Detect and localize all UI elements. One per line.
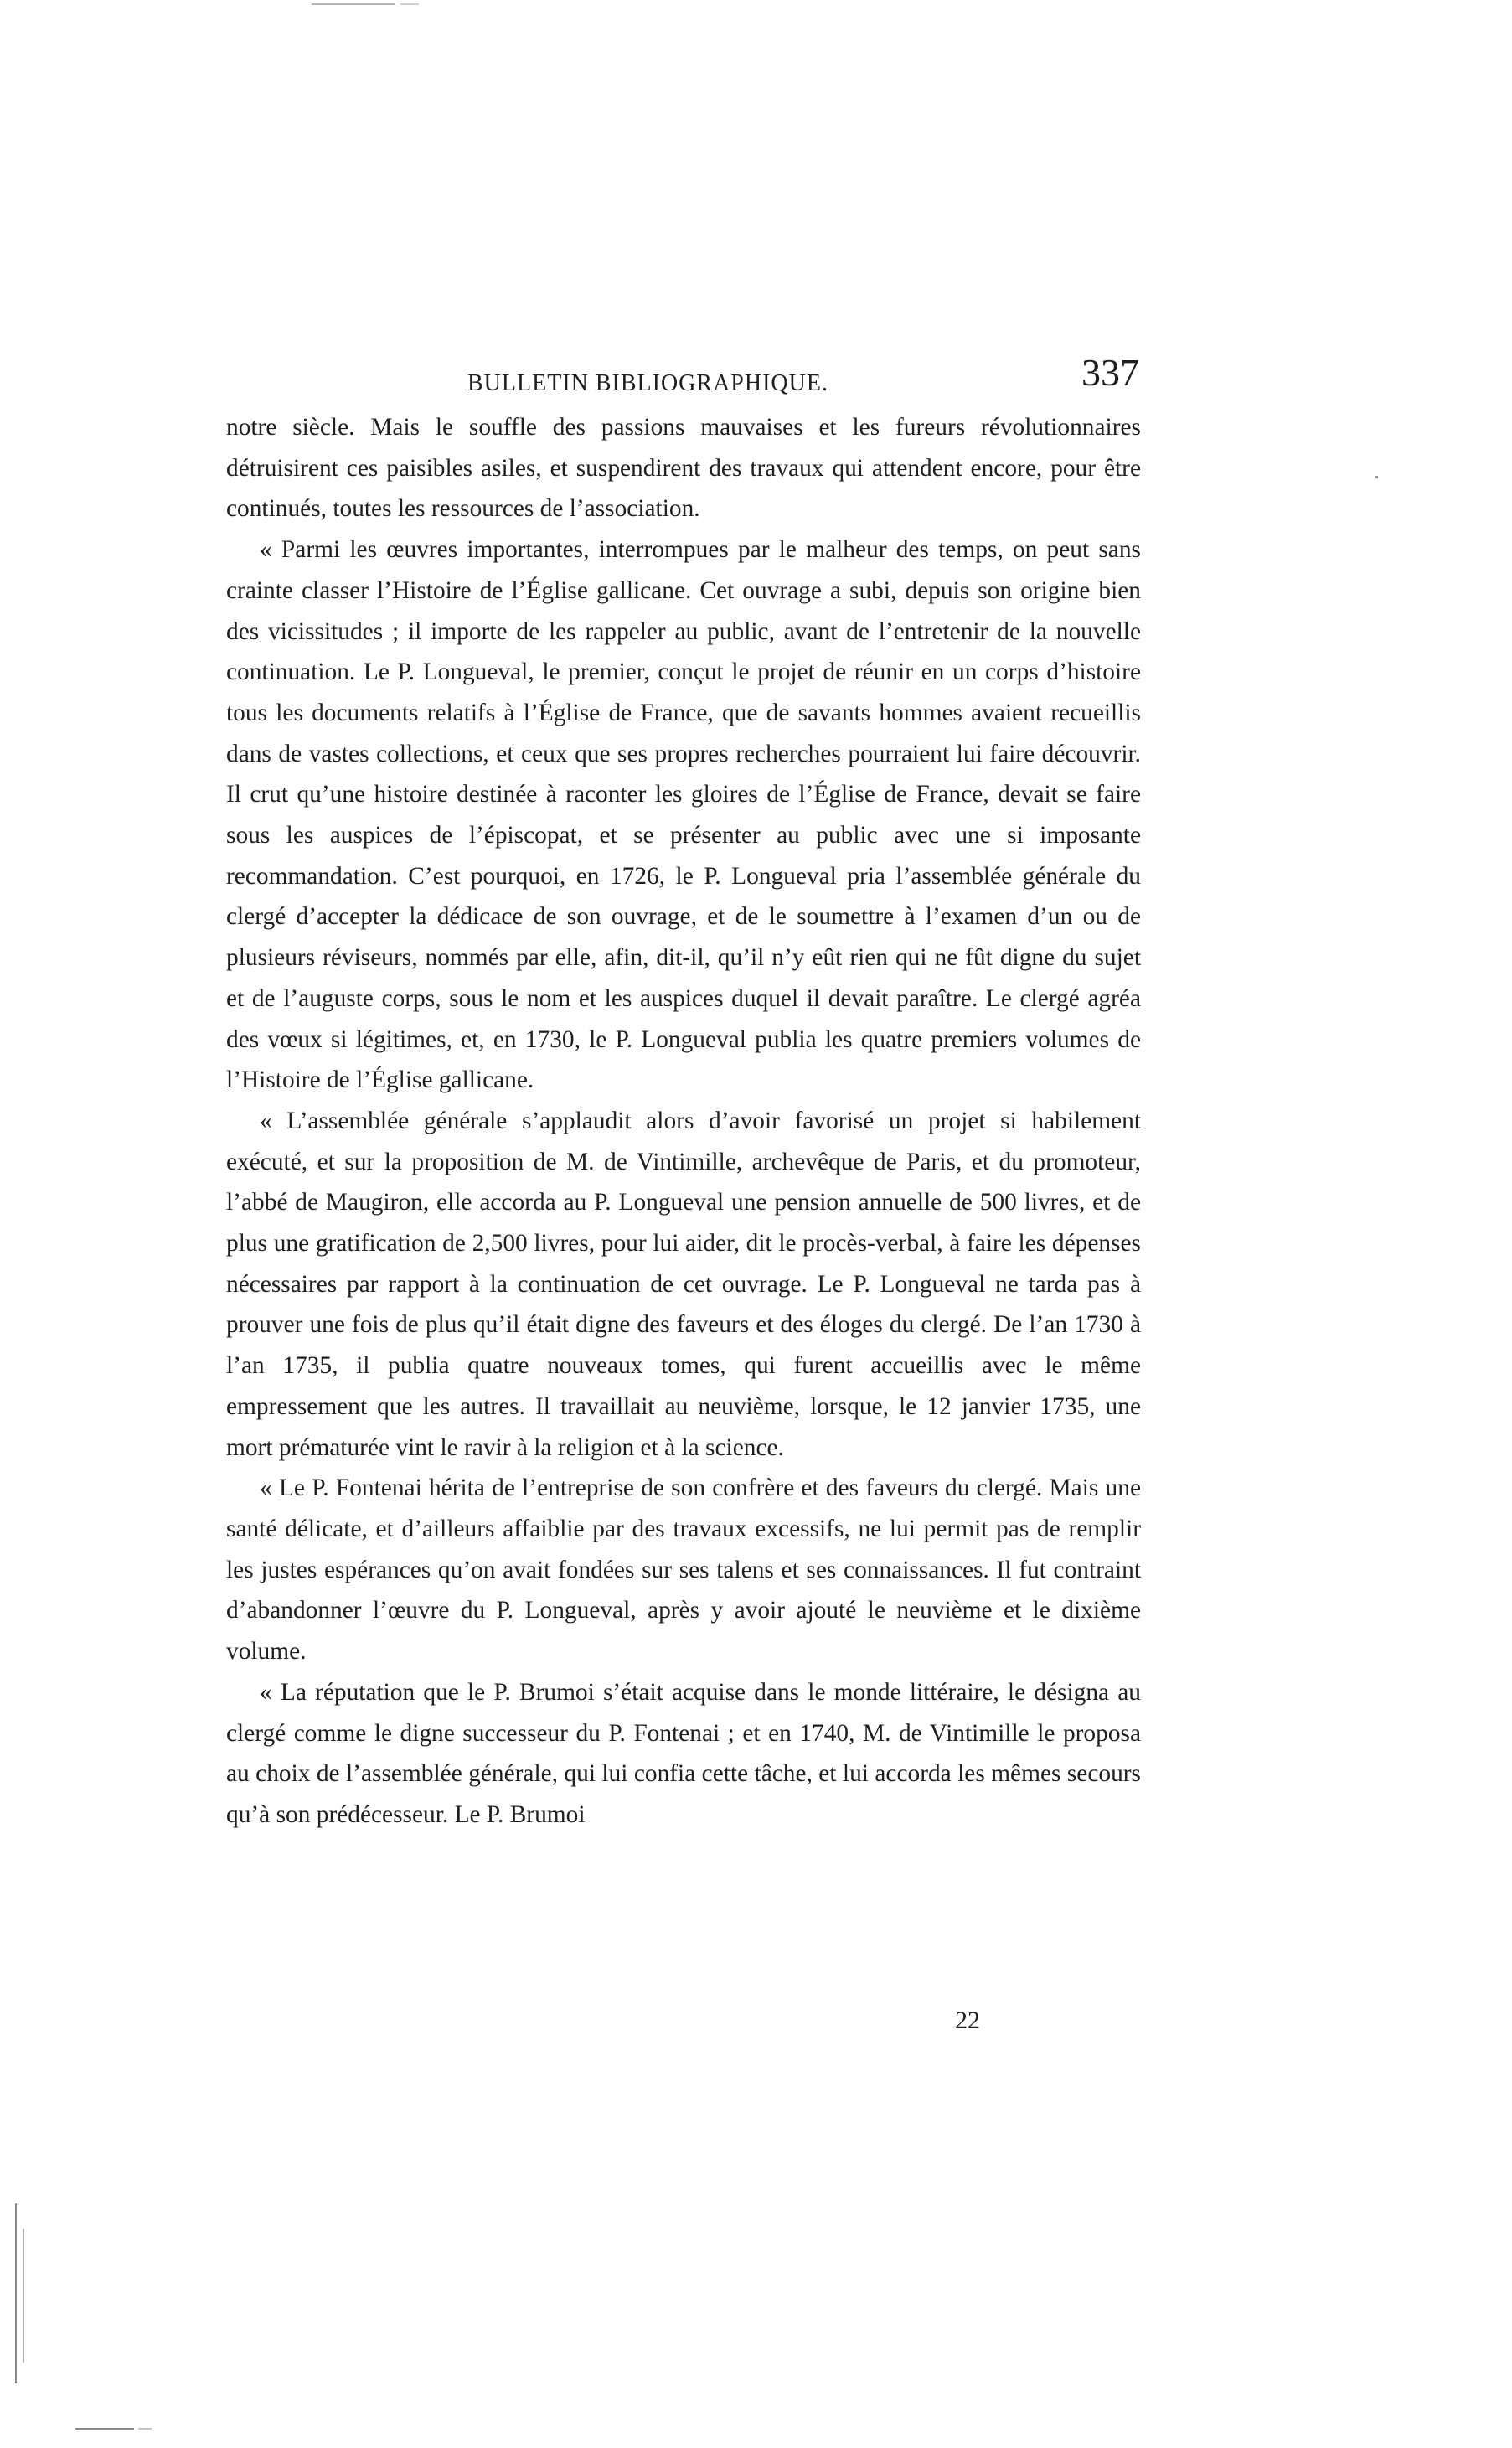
scan-mark-bottom-dots bbox=[138, 2428, 152, 2430]
scan-speck bbox=[1375, 476, 1378, 478]
page-number: 337 bbox=[1081, 351, 1139, 394]
paragraph: « Parmi les œuvres importantes, interrompues par le malheur des temps, on peut sans crainte classer l’Histoire de l’Église gallicane. Cet ouvrage a subi, depuis son origine bien des vicissitudes ; il importe de les rappeler au public, avant de l’entretenir de la nouvelle continuation. Le P. Longueval, le premier, conçut le projet de réunir en un corps d’histoire tous les documents relatifs à l’Église de France, que de savants hommes avaient recueillis dans de vastes collections, et ceux que ses propres recherches pourraient lui faire découvrir. Il crut qu’une histoire destinée à raconter les gloires de l’Église de France, devait se faire sous les auspices de l’épiscopat, et se présenter au public avec une si imposante recommandation. C’est pourquoi, en 1726, le P. Longueval pria l’assemblée générale du clergé d’accepter la dédicace de son ouvrage, et de le soumettre à l’examen d’un ou de plusieurs réviseurs, nommés par elle, afin, dit-il, qu’il n’y eût rien qui ne fût digne du sujet et de l’auguste corps, sous le nom et les auspices duquel il devait paraître. Le clergé agréa des vœux si légitimes, et, en 1730, le P. Longueval publia les quatre premiers volumes de l’Histoire de l’Église gallicane. bbox=[226, 536, 1141, 1094]
paragraph: « L’assemblée générale s’applaudit alors d’avoir favorisé un projet si habilement exécuté, et sur la proposition de M. de Vintimille, archevêque de Paris, et du promoteur, l’abbé de Maugiron, elle accorda au P. Longueval une pension annuelle de 500 livres, et de plus une gratification de 2,500 livres, pour lui aider, dit le procès-verbal, à faire les dépenses nécessaires par rapport à la continuation de cet ouvrage. Le P. Longueval ne tarda pas à prouver une fois de plus qu’il était digne des faveurs et des éloges du clergé. De l’an 1730 à l’an 1735, il publia quatre nouveaux tomes, qui furent accueillis avec le même empressement que les autres. Il travaillait au neuvième, lorsque, le 12 janvier 1735, une mort prématurée vint le ravir à la religion et à la science. bbox=[226, 1107, 1141, 1461]
scan-mark-left-edge-faint bbox=[23, 2229, 24, 2363]
paragraph: « La réputation que le P. Brumoi s’était acquise dans le monde littéraire, le désigna au clergé comme le digne successeur du P. Fontenai ; et en 1740, M. de Vintimille le proposa au choix de l’assemblée générale, qui lui confia cette tâche, et lui accorda les mêmes secours qu’à son prédécesseur. Le P. Brumoi bbox=[226, 1678, 1141, 1828]
scan-mark-top bbox=[312, 3, 395, 5]
paragraph: « Le P. Fontenai hérita de l’entreprise de son confrère et des faveurs du clergé. Mais une santé délicate, et d’ailleurs affaiblie par des travaux excessifs, ne lui permit pas de remplir les justes espérances qu’on avait fondées sur ses talens et ses connaissances. Il fut contraint d’abandonner l’œuvre du P. Longueval, après y avoir ajouté le neuvième et le dixième volume. bbox=[226, 1474, 1141, 1666]
body-text bbox=[226, 407, 1141, 1836]
page-header bbox=[216, 350, 1139, 409]
paragraph: notre siècle. Mais le souffle des passions mauvaises et les fureurs révolutionnaires détruisirent ces paisibles asiles, et suspendirent des travaux qui attendent encore, pour être continués, toutes les ressources de l’association. bbox=[226, 414, 1141, 523]
scan-mark-left-edge bbox=[15, 2203, 17, 2383]
scan-mark-top-dots bbox=[400, 3, 419, 5]
scan-mark-bottom bbox=[75, 2428, 134, 2430]
signature-mark: 22 bbox=[955, 2006, 980, 2034]
running-head: BULLETIN BIBLIOGRAPHIQUE. bbox=[467, 370, 828, 396]
